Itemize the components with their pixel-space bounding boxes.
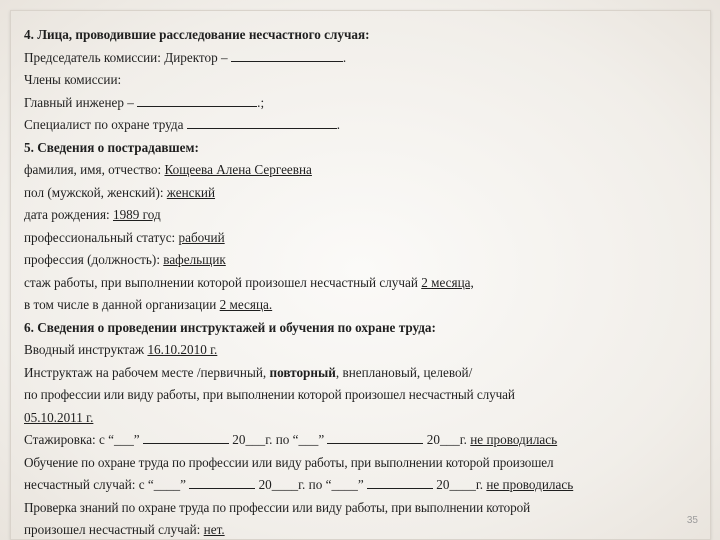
chairman-end: . bbox=[342, 49, 347, 65]
status-line bbox=[24, 227, 696, 250]
training-line-1: Обучение по охране труда по профессии или виду работы, при выполнении которой произошел bbox=[24, 454, 554, 470]
safety-specialist-blank bbox=[187, 116, 337, 129]
training-text-a: несчастный случай: с “____” bbox=[24, 477, 190, 492]
sex-line bbox=[24, 182, 696, 205]
status-label: профессиональный статус: bbox=[24, 229, 179, 245]
training-text-b: 20____г. по “____” bbox=[255, 477, 367, 492]
workplace-briefing-text-2: , внеплановый, целевой/ bbox=[335, 364, 473, 380]
section-5-heading: 5. Сведения о пострадавшем: bbox=[24, 139, 199, 155]
dob-value: 1989 год bbox=[112, 207, 161, 222]
safety-specialist-label: Специалист по охране труда bbox=[24, 117, 187, 132]
chairman-line bbox=[24, 47, 696, 70]
profession-value: вафельщик bbox=[163, 252, 226, 267]
safety-specialist-line bbox=[24, 114, 696, 137]
profession-label: профессия (должность): bbox=[24, 252, 164, 267]
status-value: рабочий bbox=[178, 229, 225, 245]
chairman-label: Председатель комиссии: Директор – bbox=[24, 49, 231, 65]
sex-label: пол (мужской, женский): bbox=[24, 184, 167, 200]
chairman-blank bbox=[231, 49, 343, 62]
workplace-briefing-text-1: Инструктаж на рабочем месте /первичный, bbox=[24, 364, 270, 380]
safety-specialist-end: . bbox=[336, 117, 341, 132]
intro-briefing-label: Вводный инструктаж bbox=[24, 342, 148, 357]
org-experience-label: в том числе в данной организации bbox=[24, 297, 220, 312]
sex-value: женский bbox=[166, 184, 216, 200]
workplace-briefing-repeated: повторный bbox=[269, 364, 336, 380]
chief-engineer-label: Главный инженер – bbox=[24, 94, 138, 110]
knowledge-check-line-1: Проверка знаний по охране труда по профессии или виду работы, при выполнении которой bbox=[24, 499, 531, 515]
internship-value: не проводилась bbox=[470, 432, 558, 447]
document-body bbox=[24, 24, 696, 540]
org-experience-line bbox=[24, 294, 696, 317]
knowledge-check-label: произошел несчастный случай: bbox=[24, 522, 204, 537]
members-label: Члены комиссии: bbox=[24, 72, 122, 87]
dob-line bbox=[24, 204, 696, 227]
chief-engineer-end: .; bbox=[257, 94, 265, 110]
fio-label: фамилия, имя, отчество: bbox=[24, 162, 165, 177]
dob-label: дата рождения: bbox=[24, 207, 113, 222]
page-number: 35 bbox=[686, 515, 698, 526]
intro-briefing-value: 16.10.2010 г. bbox=[147, 342, 218, 357]
fio-value: Кощеева Алена Сергеевна bbox=[164, 162, 312, 177]
knowledge-check-line-2 bbox=[24, 519, 696, 540]
profession-line bbox=[24, 249, 696, 272]
workplace-briefing-line-2: по профессии или виду работы, при выполнении которой произошел несчастный случай bbox=[24, 387, 515, 402]
training-blank-2 bbox=[367, 476, 433, 489]
training-line-2 bbox=[24, 474, 696, 497]
internship-text-a: Стажировка: с “___” bbox=[24, 432, 143, 447]
internship-line bbox=[24, 429, 696, 452]
training-text-c: 20____г. bbox=[432, 477, 487, 492]
fio-line bbox=[24, 159, 696, 182]
experience-label: стаж работы, при выполнении которой произошел несчастный случай bbox=[24, 274, 422, 290]
training-value: не проводилась bbox=[486, 477, 574, 492]
org-experience-value: 2 месяца. bbox=[219, 297, 273, 312]
intro-briefing-line bbox=[24, 339, 696, 362]
internship-text-c: 20___г. bbox=[423, 432, 471, 447]
workplace-briefing-date-line bbox=[24, 407, 696, 430]
training-blank-1 bbox=[189, 476, 255, 489]
experience-value: 2 месяца, bbox=[421, 274, 474, 290]
workplace-briefing-line bbox=[24, 362, 696, 385]
chief-engineer-line bbox=[24, 92, 696, 115]
experience-line bbox=[24, 272, 696, 295]
internship-blank-2 bbox=[327, 431, 423, 444]
section-4-heading: 4. Лица, проводившие расследование несчастного случая: bbox=[24, 27, 370, 42]
section-6-heading: 6. Сведения о проведении инструктажей и обучения по охране труда: bbox=[24, 319, 436, 335]
workplace-briefing-date: 05.10.2011 г. bbox=[24, 409, 94, 425]
internship-blank-1 bbox=[143, 431, 229, 444]
internship-text-b: 20___г. по “___” bbox=[228, 432, 328, 447]
chief-engineer-blank bbox=[137, 94, 257, 107]
knowledge-check-value: нет. bbox=[203, 522, 225, 537]
